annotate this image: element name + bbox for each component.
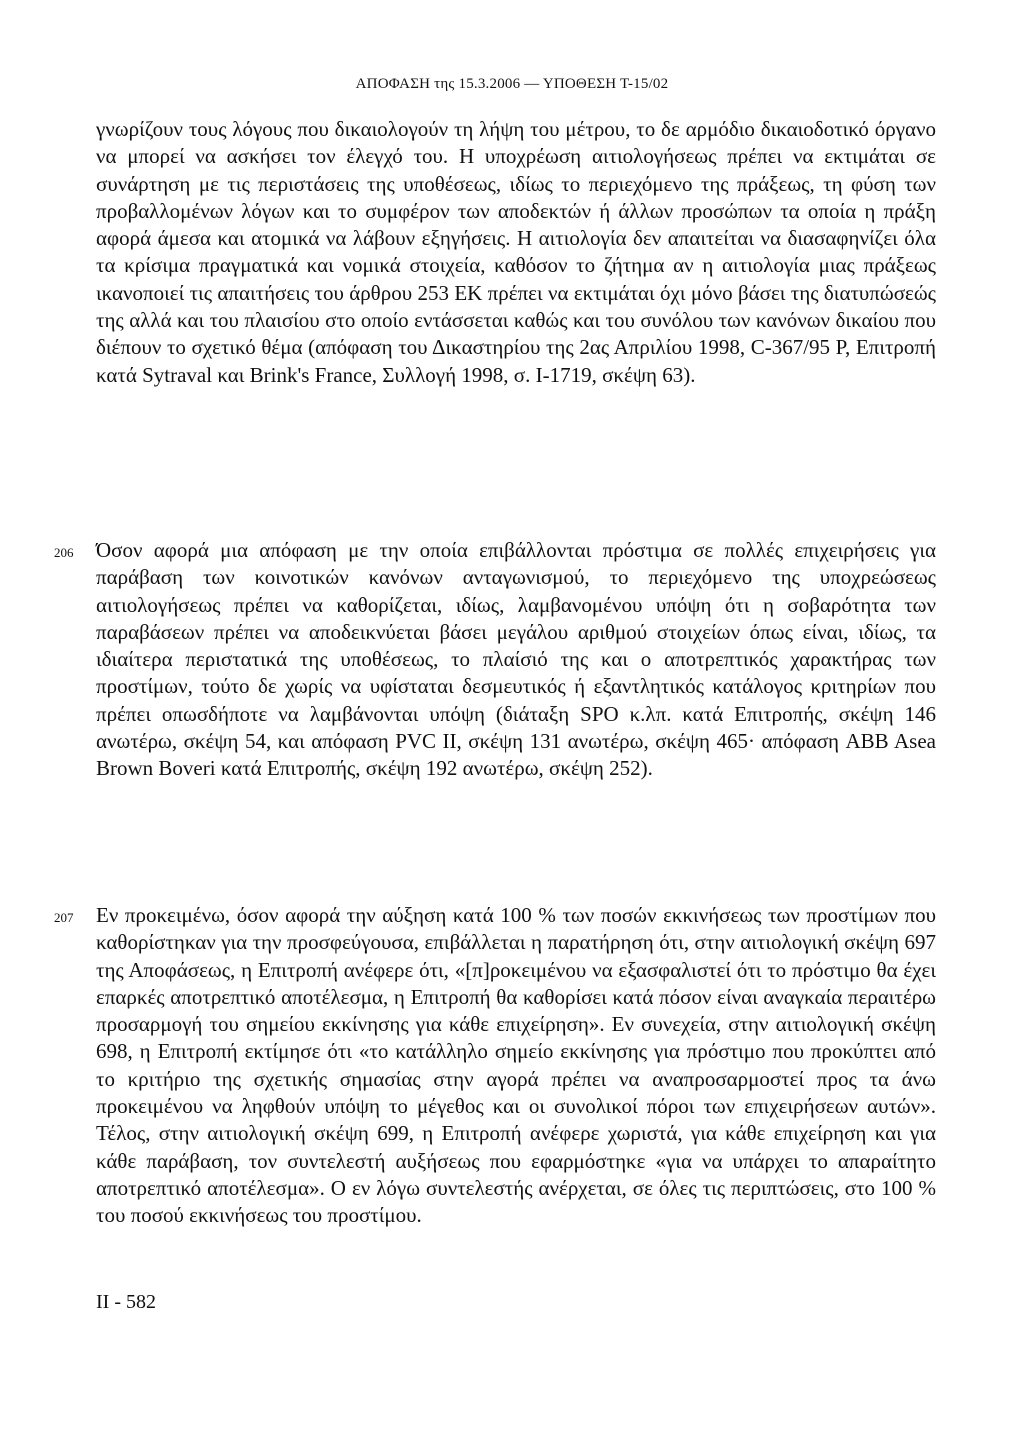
paragraph-number-207: 207	[54, 910, 74, 925]
page-number: II - 582	[96, 1291, 156, 1313]
paragraph-continued: γνωρίζουν τους λόγους που δικαιολογούν τη λήψη του μέτρου, το δε αρμόδιο δικαιοδοτικό όργανο να μπορεί να ασκήσει τον έλεγχό του. Η υποχρέωση αιτιολογήσεως πρέπει να εκτιμάται σε συνάρτηση με τις περιστάσεις της υποθέσεως, ιδίως το περιεχόμενο της πράξεως, τη φύση των προβαλλομένων λόγων και το συμφέρον των αποδεκτών ή άλλων προσώπων τα οποία η πράξη αφορά άμεσα και ατομικά να λάβουν εξηγήσεις. Η αιτιολογία δεν απαιτείται να διασαφηνίζει όλα τα κρίσιμα πραγματικά και νομικά στοιχεία, καθόσον το ζήτημα αν η αιτιολογία μιας πράξεως ικανοποιεί τις απαιτήσεις του άρθρου 253 ΕΚ πρέπει να εκτιμάται όχι μόνο βάσει της διατυπώσεώς της αλλά και του πλαισίου στο οποίο εντάσσεται καθώς και του συνόλου των κανόνων δικαίου που διέπουν το σχετικό θέμα (απόφαση του Δικαστηρίου της 2ας Απριλίου 1998, C-367/95 Ρ, Επιτροπή κατά Sytraval και Brink's France, Συλλογή 1998, σ. I-1719, σκέψη 63).	[96, 117, 936, 387]
paragraph-206: Όσον αφορά μια απόφαση με την οποία επιβάλλονται πρόστιμα σε πολλές επιχειρήσεις για παράβαση των κοινοτικών κανόνων ανταγωνισμού, το περιεχόμενο της υποχρεώσεως αιτιολογήσεως πρέπει να καθορίζεται, ιδίως, λαμβανομένου υπόψη ότι η σοβαρότητα των παραβάσεων πρέπει να αποδεικνύεται βάσει μεγάλου αριθμού στοιχείων όπως είναι, ιδίως, τα ιδιαίτερα περιστατικά της υποθέσεως, το πλαίσιό της και ο αποτρεπτικός χαρακτήρας των προστίμων, τούτο δε χωρίς να υφίσταται δεσμευτικός ή εξαντλητικός κατάλογος κριτηρίων που πρέπει οπωσδήποτε να λαμβάνονται υπόψη (διάταξη SPO κ.λπ. κατά Επιτροπής, σκέψη 146 ανωτέρω, σκέψη 54, και απόφαση PVC II, σκέψη 131 ανωτέρω, σκέψη 465· απόφαση ABB Asea Brown Boveri κατά Επιτροπής, σκέψη 192 ανωτέρω, σκέψη 252).	[96, 538, 936, 781]
paragraph-207: Εν προκειμένω, όσον αφορά την αύξηση κατά 100 % των ποσών εκκινήσεως των προστίμων που καθορίστηκαν για την προσφεύγουσα, επιβάλλεται η παρατήρηση ότι, στην αιτιολογική σκέψη 697 της Αποφάσεως, η Επιτροπή ανέφερε ότι, «[π]ροκειμένου να εξασφαλιστεί ότι το πρόστιμο θα έχει επαρκές αποτρεπτικό αποτέλεσμα, η Επιτροπή θα καθορίσει κατά πόσον είναι αναγκαία περαιτέρω προσαρμογή του σημείου εκκίνησης για κάθε επιχείρηση». Εν συνεχεία, στην αιτιολογική σκέψη 698, η Επιτροπή εκτίμησε ότι «το κατάλληλο σημείο εκκίνησης για πρόστιμο που προκύπτει από το κριτήριο της σχετικής σημασίας στην αγορά πρέπει να αναπροσαρμοστεί προς τα άνω προκειμένου να ληφθούν υπόψη το μέγεθος και οι συνολικοί πόροι των επιχειρήσεων αυτών». Τέλος, στην αιτιολογική σκέψη 699, η Επιτροπή ανέφερε χωριστά, για κάθε επιχείρηση και για κάθε παράβαση, τον συντελεστή αυξήσεως που εφαρμόστηκε «για να υπάρχει το απαραίτητο αποτρεπτικό αποτέλεσμα». Ο εν λόγω συντελεστής ανέρχεται, σε όλες τις περιπτώσεις, στο 100 % του ποσού εκκινήσεως του προστίμου.	[96, 903, 936, 1228]
paragraph-number-206: 206	[54, 545, 74, 560]
running-header: ΑΠΟΦΑΣΗ της 15.3.2006 — ΥΠΟΘΕΣΗ Τ-15/02	[355, 76, 669, 92]
